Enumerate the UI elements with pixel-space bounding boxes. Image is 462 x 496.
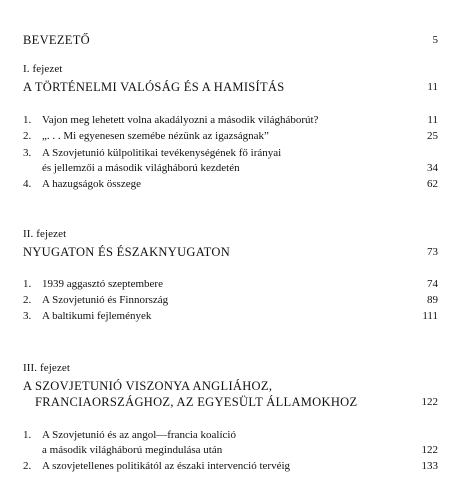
entry-title: a második világháború megindulása után [42, 444, 223, 456]
toc-entry [0, 146, 462, 162]
entry-title: Vajon meg lehetett volna akadályozni a második világháborút? [42, 114, 319, 126]
chapter2-label: II. fejezet [23, 228, 67, 240]
entry-page-number: 34 [427, 162, 438, 174]
entry-title: A baltikumi fejlemények [42, 310, 152, 322]
entry-title: A Szovjetunió külpolitikai tevékenységének fő irányai [42, 147, 282, 159]
entry-page-number: 11 [427, 114, 438, 126]
toc-entry [0, 177, 462, 193]
entry-number: 1. [23, 278, 32, 290]
toc-entry [0, 113, 462, 129]
entry-page-number: 122 [421, 444, 438, 456]
chapter2-page-number: 73 [427, 246, 438, 258]
entry-title: A Szovjetunió és Finnország [42, 294, 169, 306]
entry-title: „. . . Mi egyenesen szemébe nézünk az igazságnak” [42, 130, 269, 142]
entry-number: 1. [23, 429, 32, 441]
chapter3-page-number: 122 [421, 396, 438, 408]
entry-number: 2. [23, 130, 32, 142]
chapter1-label: I. fejezet [23, 63, 63, 75]
chapter3-title-row-1 [0, 379, 462, 395]
entry-title: A szovjetellenes politikától az északi intervenció tervéig [42, 460, 291, 472]
intro-title: BEVEZETŐ [23, 33, 90, 47]
entry-title: A hazugságok összege [42, 178, 141, 190]
chapter1-title-row [0, 80, 462, 96]
chapter3-title-line1: A SZOVJETUNIÓ VISZONYA ANGLIÁHOZ, [23, 379, 273, 393]
entry-title: A Szovjetunió és az angol—francia koalíció [42, 429, 236, 441]
chapter3-label-row [0, 361, 462, 377]
entry-page-number: 74 [427, 278, 438, 290]
entry-page-number: 111 [422, 310, 438, 322]
entry-title: és jellemzői a második világháború kezdetén [42, 162, 240, 174]
toc-entry [0, 309, 462, 325]
entry-number: 2. [23, 460, 32, 472]
chapter2-title: NYUGATON ÉS ÉSZAKNYUGATON [23, 245, 231, 259]
toc-entry [0, 459, 462, 475]
entry-number: 3. [23, 310, 32, 322]
toc-entry [0, 293, 462, 309]
chapter1-page-number: 11 [427, 81, 438, 93]
chapter1-title: A TÖRTÉNELMI VALÓSÁG ÉS A HAMISÍTÁS [23, 80, 285, 94]
toc-entry [0, 428, 462, 444]
entry-number: 2. [23, 294, 32, 306]
chapter2-title-row [0, 245, 462, 261]
entry-page-number: 25 [427, 130, 438, 142]
entry-number: 4. [23, 178, 32, 190]
chapter2-label-row [0, 227, 462, 243]
chapter3-label: III. fejezet [23, 362, 70, 374]
chapter1-label-row [0, 62, 462, 78]
toc-entry [0, 277, 462, 293]
entry-page-number: 89 [427, 294, 438, 306]
intro-page-number: 5 [432, 34, 438, 46]
toc-row-intro [0, 33, 462, 49]
entry-number: 3. [23, 147, 32, 159]
entry-number: 1. [23, 114, 32, 126]
entry-title: 1939 aggasztó szeptembere [42, 278, 163, 290]
toc-entry-continuation [0, 161, 462, 177]
chapter3-title-line2: FRANCIAORSZÁGHOZ, AZ EGYESÜLT ÁLLAMOKHOZ [35, 395, 358, 409]
entry-page-number: 62 [427, 178, 438, 190]
toc-entry-continuation [0, 443, 462, 459]
chapter3-title-row-2 [0, 395, 462, 411]
toc-entry [0, 129, 462, 145]
entry-page-number: 133 [421, 460, 438, 472]
